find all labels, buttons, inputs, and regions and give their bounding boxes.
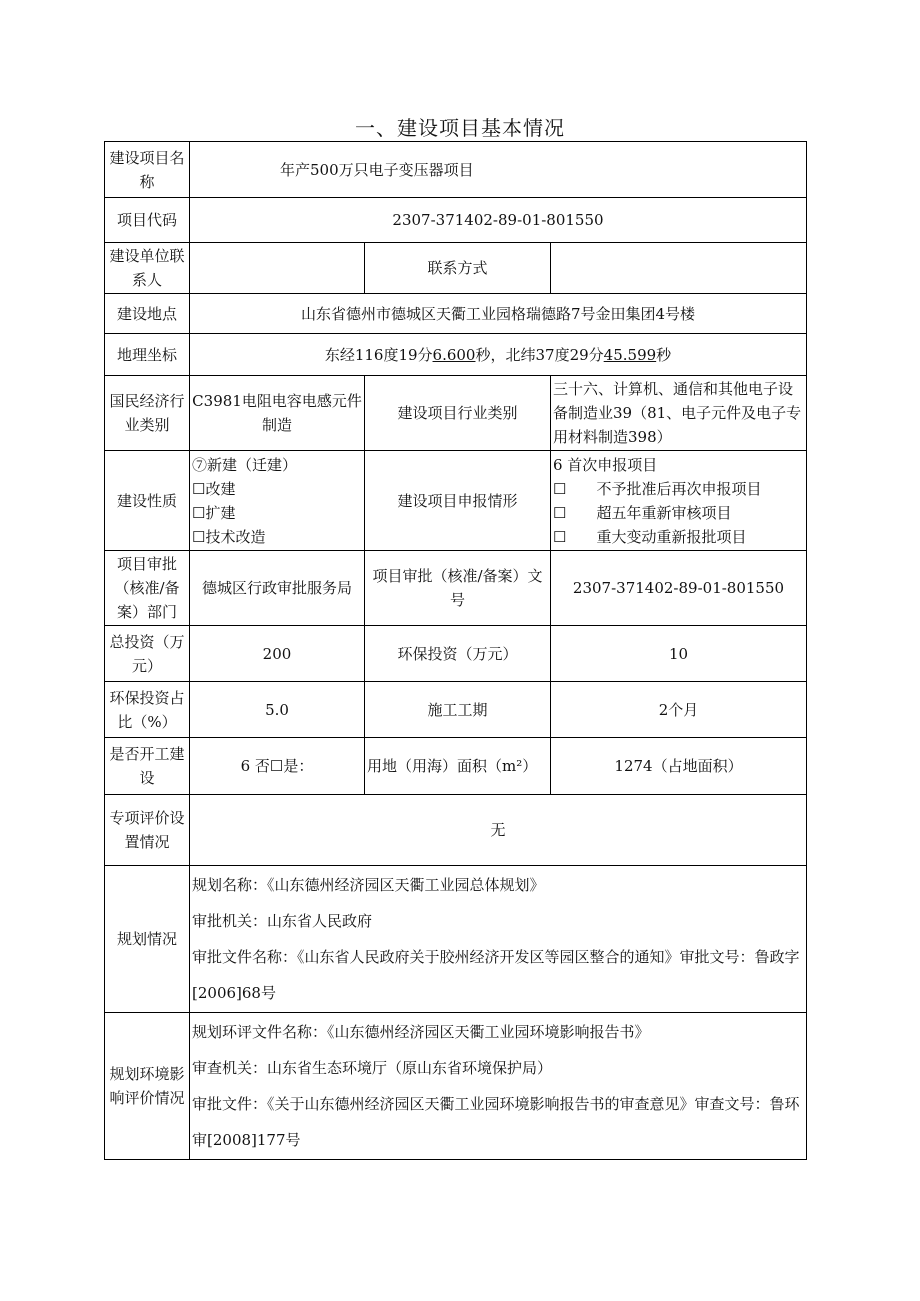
value-coords <box>190 334 807 376</box>
label-construction-period: 施工工期 <box>365 682 551 738</box>
coords-east-prefix: 东经116度19分 <box>324 345 433 364</box>
row-location <box>105 294 807 334</box>
value-investment: 200 <box>190 626 365 682</box>
declare-option-first[interactable]: 6 首次申报项目 <box>553 455 658 474</box>
label-contact-method: 联系方式 <box>365 243 551 294</box>
value-env-investment: 10 <box>551 626 807 682</box>
value-contact-method <box>551 243 807 294</box>
label-nature: 建设性质 <box>105 451 190 551</box>
value-approval-dept: 德城区行政审批服务局 <box>190 551 365 626</box>
planning-env-content <box>190 1013 807 1160</box>
declare-options <box>551 451 807 551</box>
row-unit-contact <box>105 243 807 294</box>
planning-env-name: 规划环评文件名称：《山东德州经济园区天衢工业园环境影响报告书》 <box>192 1023 650 1041</box>
value-started: 6 否☐是： <box>190 738 365 795</box>
label-land-area: 用地（用海）面积（m²） <box>365 738 551 795</box>
label-planning-env: 规划环境影响评价情况 <box>105 1013 190 1160</box>
label-industry: 国民经济行业类别 <box>105 376 190 451</box>
label-env-ratio: 环保投资占比（%） <box>105 682 190 738</box>
coords-mid: 秒，北纬37度29分 <box>475 345 604 364</box>
nature-option-expand[interactable]: ☐扩建 <box>192 503 236 522</box>
value-project-code: 2307-371402-89-01-801550 <box>190 198 807 243</box>
value-env-ratio: 5.0 <box>190 682 365 738</box>
row-nature <box>105 451 807 551</box>
coords-north-seconds: 45.599 <box>603 345 657 364</box>
row-planning <box>105 866 807 1013</box>
value-land-area: 1274（占地面积） <box>551 738 807 795</box>
nature-option-tech[interactable]: ☐技术改造 <box>192 527 266 546</box>
value-approval-number: 2307-371402-89-01-801550 <box>551 551 807 626</box>
value-unit-contact <box>190 243 365 294</box>
declare-option-five-year[interactable]: ☐ 超五年重新审核项目 <box>553 503 732 522</box>
planning-content <box>190 866 807 1013</box>
value-project-industry: 三十六、计算机、通信和其他电子设备制造业39（81、电子元件及电子专用材料制造398） <box>551 376 807 451</box>
nature-option-new[interactable]: ⑦新建（迁建） <box>192 455 298 474</box>
label-project-industry: 建设项目行业类别 <box>365 376 551 451</box>
nature-options <box>190 451 365 551</box>
label-planning: 规划情况 <box>105 866 190 1013</box>
planning-env-document: 审批文件：《关于山东德州经济园区天衢工业园环境影响报告书的审查意见》审查文号：鲁环审[2008]177号 <box>192 1095 800 1149</box>
label-approval-dept: 项目审批（核准/备案）部门 <box>105 551 190 626</box>
row-special <box>105 795 807 866</box>
project-info-table <box>104 141 807 1160</box>
label-started: 是否开工建设 <box>105 738 190 795</box>
value-location: 山东省德州市德城区天衢工业园格瑞德路7号金田集团4号楼 <box>190 294 807 334</box>
row-env-ratio <box>105 682 807 738</box>
row-approval <box>105 551 807 626</box>
label-declare-situation: 建设项目申报情形 <box>365 451 551 551</box>
value-special: 无 <box>190 795 807 866</box>
nature-option-rebuild[interactable]: ☐改建 <box>192 479 236 498</box>
value-construction-period: 2个月 <box>551 682 807 738</box>
label-location: 建设地点 <box>105 294 190 334</box>
row-coords <box>105 334 807 376</box>
coords-suffix: 秒 <box>656 345 672 364</box>
declare-option-resubmit[interactable]: ☐ 不予批准后再次申报项目 <box>553 479 762 498</box>
planning-document: 审批文件名称：《山东省人民政府关于胶州经济开发区等园区整合的通知》审批文号：鲁政字[2006]68号 <box>192 948 800 1002</box>
row-industry <box>105 376 807 451</box>
value-project-name: 年产500万只电子变压器项目 <box>190 142 807 198</box>
label-investment: 总投资（万元） <box>105 626 190 682</box>
row-project-code <box>105 198 807 243</box>
label-approval-number: 项目审批（核准/备案）文号 <box>365 551 551 626</box>
planning-authority: 审批机关：山东省人民政府 <box>192 912 373 930</box>
label-special: 专项评价设置情况 <box>105 795 190 866</box>
label-unit-contact: 建设单位联系人 <box>105 243 190 294</box>
label-coords: 地理坐标 <box>105 334 190 376</box>
row-planning-env <box>105 1013 807 1160</box>
page-title: 一、建设项目基本情况 <box>355 116 565 140</box>
label-project-name: 建设项目名称 <box>105 142 190 198</box>
coords-east-seconds: 6.600 <box>432 345 476 364</box>
planning-name: 规划名称：《山东德州经济园区天衢工业园总体规划》 <box>192 876 545 894</box>
planning-env-authority: 审查机关：山东省生态环境厅（原山东省环境保护局） <box>192 1059 553 1077</box>
label-project-code: 项目代码 <box>105 198 190 243</box>
row-project-name <box>105 142 807 198</box>
row-investment <box>105 626 807 682</box>
label-env-investment: 环保投资（万元） <box>365 626 551 682</box>
value-industry: C3981电阻电容电感元件制造 <box>190 376 365 451</box>
declare-option-major-change[interactable]: ☐ 重大变动重新报批项目 <box>553 527 747 546</box>
row-started <box>105 738 807 795</box>
